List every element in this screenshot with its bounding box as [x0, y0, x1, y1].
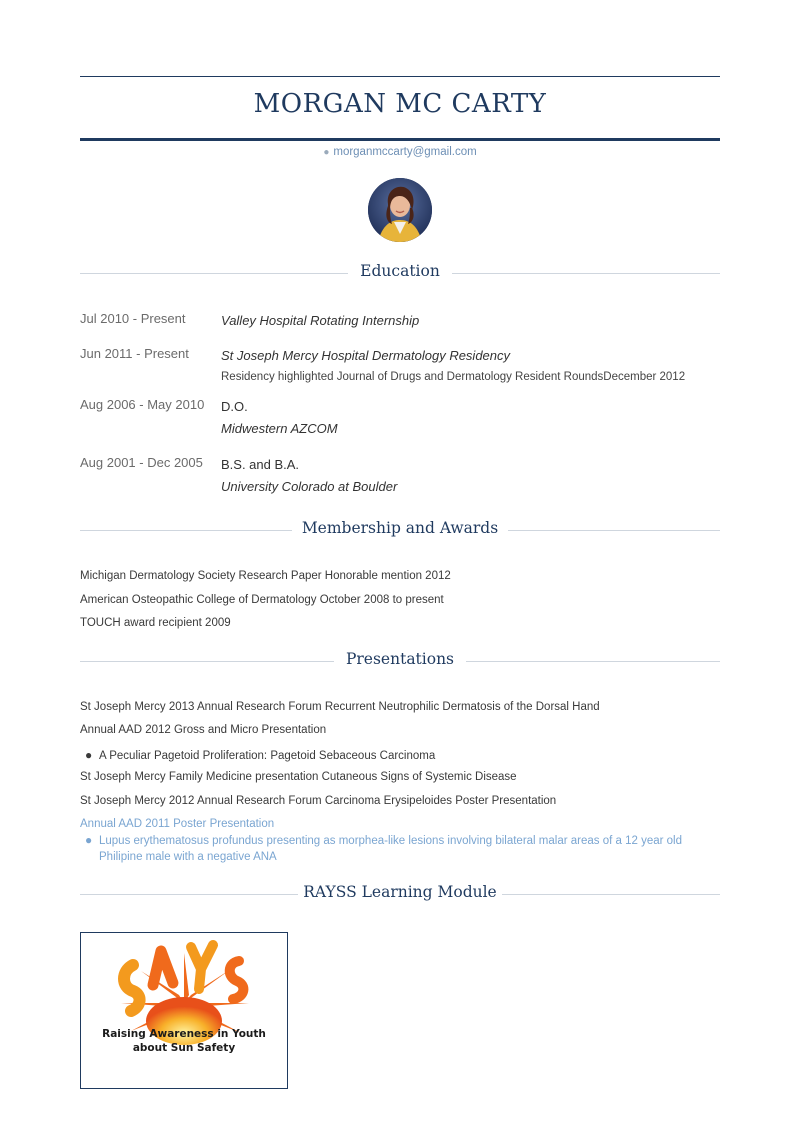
section-title: Education: [360, 262, 440, 280]
education-title: St Joseph Mercy Hospital Dermatology Residency: [221, 348, 511, 363]
section-membership-header: [80, 519, 720, 541]
education-school: University Colorado at Boulder: [221, 479, 398, 494]
presentation-item: St Joseph Mercy 2012 Annual Research Forum Carcinoma Erysipeloides Poster Presentation: [80, 795, 557, 807]
bullet-dot-icon: ●: [85, 748, 93, 762]
section-title: Membership and Awards: [301, 519, 499, 537]
presentation-item: Annual AAD 2012 Gross and Micro Presentation: [80, 724, 327, 736]
header-top-rule: [80, 76, 720, 77]
education-date: Jul 2010 - Present: [80, 311, 186, 326]
education-degree: D.O.: [221, 399, 248, 414]
education-degree: B.S. and B.A.: [221, 457, 300, 472]
candidate-name: MORGAN MC CARTY: [253, 89, 547, 119]
email-bullet-icon: ●: [323, 147, 330, 158]
section-title: Presentations: [345, 650, 455, 668]
presentation-item: St Joseph Mercy Family Medicine presentation Cutaneous Signs of Systemic Disease: [80, 771, 517, 783]
education-school: Midwestern AZCOM: [221, 421, 338, 436]
membership-item: TOUCH award recipient 2009: [80, 617, 231, 629]
section-rayss-header: [80, 883, 720, 905]
presentation-link[interactable]: Annual AAD 2011 Poster Presentation: [80, 818, 275, 830]
section-presentations-header: [80, 650, 720, 672]
membership-item: American Osteopathic College of Dermatology October 2008 to present: [80, 594, 444, 606]
email-link[interactable]: morganmccarty@gmail.com: [333, 146, 477, 158]
resume-page: MORGAN MC CARTY ● morganmccarty@gmail.com Education Jul 2010 - Present Valley Hospital Rotating Internship Jun 2011 - Present St Joseph Mercy Hospital Dermatology Residency Residency highlighted Journal of Drugs and Dermatology Resident RoundsDecember 2012 Aug 2006 - May 2010 D.O. Midwestern AZCOM Aug 2001 - Dec 2005 B.S. and B.A. University Colorado at Boulder Membership and Awards Michigan Dermatology Society Research Paper Honorable mention 2012 American Osteopathic College of Dermatology October 2008 to present TOUCH award recipient 2009 Presentations St Joseph Mercy 2013 Annual Research Forum Recurrent Neutrophilic Dermatosis of the Dorsal Hand Annual AAD 2012 Gross and Micro Presentation ● A Peculiar Pagetoid Proliferation: Pagetoid Sebaceous Carcinoma St Joseph Mercy Family Medicine presentation Cutaneous Signs of Systemic Disease St Joseph Mercy 2012 Annual Research Forum Carcinoma Erysipeloides Poster Presentation Annual AAD 2011 Poster Presentation ● Lupus erythematosus profundus presenting as morphea-like lesions involving bilateral malar areas of a 12 year old Philipine male with a negative ANA RAYSS Learning Module Raising Awareness in Youth about Sun Safety: [80, 0, 720, 1128]
education-title: Valley Hospital Rotating Internship: [221, 313, 420, 328]
section-education-header: [80, 262, 720, 284]
rayss-logo-icon: [81, 933, 287, 1088]
education-description: Residency highlighted Journal of Drugs and Dermatology Resident RoundsDecember 2012: [221, 371, 686, 383]
education-date: Aug 2001 - Dec 2005: [80, 455, 203, 470]
education-date: Jun 2011 - Present: [80, 346, 189, 361]
contact-line: [80, 146, 720, 158]
rayss-logo-frame: [80, 932, 288, 1089]
section-title: RAYSS Learning Module: [303, 883, 497, 901]
header-bottom-rule: [80, 138, 720, 141]
presentation-item: St Joseph Mercy 2013 Annual Research Forum Recurrent Neutrophilic Dermatosis of the Dorsal Hand: [80, 701, 600, 713]
logo-caption-line2: about Sun Safety: [132, 1042, 236, 1054]
membership-item: Michigan Dermatology Society Research Paper Honorable mention 2012: [80, 570, 451, 582]
logo-caption-line1: Raising Awareness in Youth: [102, 1028, 266, 1040]
bullet-dot-icon: ●: [85, 833, 93, 847]
education-date: Aug 2006 - May 2010: [80, 397, 205, 412]
avatar-portrait-icon: [368, 178, 432, 242]
avatar: [368, 178, 432, 242]
